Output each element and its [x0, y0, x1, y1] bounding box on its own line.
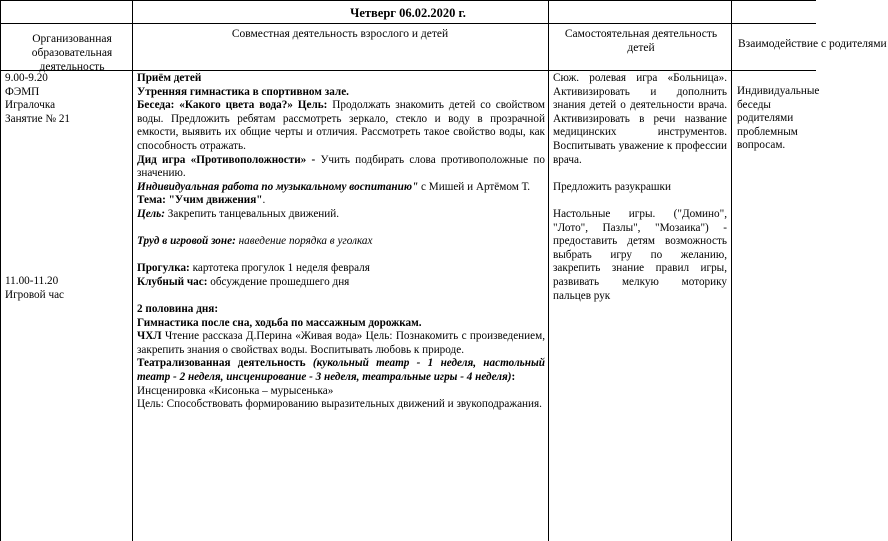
- morning-gym: Утренняя гимнастика в спортивном зале.: [137, 85, 349, 98]
- header-joint-activity: Совместная деятельность взрослого и детей: [231, 28, 449, 40]
- coloring-text: Предложить разукрашки: [553, 180, 671, 193]
- club-text: обсуждение прошедшего дня: [207, 275, 350, 288]
- theme-label: Тема: "Учим движения": [137, 194, 263, 207]
- header-parents-interaction: Взаимодействие с родителями: [738, 38, 887, 50]
- club-label: Клубный час:: [137, 275, 208, 288]
- labor-paragraph: [137, 235, 545, 249]
- individual-paragraph: [137, 181, 545, 195]
- staging-title: Инсценировка «Кисонька – мурысенька»: [137, 384, 334, 397]
- header-independent-activity: Самостоятельная деятельность детей: [564, 28, 718, 54]
- walk-paragraph: [137, 262, 545, 276]
- reading-paragraph: [137, 330, 545, 357]
- individual-text: с Мишей и Артёмом Т.: [418, 180, 531, 193]
- play-hour: Игровой час: [5, 288, 64, 301]
- time-late-morning: 11.00-11.20: [5, 275, 59, 287]
- reading-text: Чтение рассказа Д.Перина «Живая вода» Цель: Познакомить с произведением, закрепить знания о свойствах воды. Воспитывать любовь к природе.: [137, 330, 545, 356]
- theme-paragraph: [137, 194, 545, 208]
- program-name: Игралочка: [5, 99, 56, 112]
- subject-name: ФЭМП: [5, 85, 40, 98]
- header-organized-activity: Организованная образовательная деятельность: [31, 33, 113, 73]
- organized-activity-cell: [5, 72, 129, 126]
- goal-paragraph: [137, 208, 545, 222]
- after-sleep-gym: Гимнастика после сна, ходьба по массажным дорожкам.: [137, 316, 422, 329]
- column-divider-3: [731, 0, 732, 541]
- joint-activity-cell: [137, 72, 545, 412]
- staging-goal: Цель: Способствовать формированию выразительных движений и звукоподражания.: [137, 398, 542, 411]
- talk-paragraph: [137, 99, 545, 153]
- theatre-paragraph: [137, 357, 545, 384]
- roleplay-text: Сюж. ролевая игра «Больница». Активизировать и дополнить знания детей о деятельности врача. Активизировать в речи название медицинских инструментов. Воспитывать уважение к профессии врача.: [553, 72, 727, 166]
- theatre-text: (кукольный театр - 1 неделя, настольный театр - 2 неделя, инсценирование - 3 неделя, театральные игры - 4 неделя): [137, 357, 545, 384]
- table-border-top: [0, 0, 816, 1]
- didactic-text: Учить подбирать слова противоположные по значению.: [137, 153, 545, 180]
- theatre-label: Театрализованная деятельность: [137, 357, 306, 370]
- lesson-number: Занятие № 21: [5, 112, 71, 125]
- theatre-colon: :: [511, 371, 516, 384]
- labor-label: Труд в игровой зоне:: [137, 235, 236, 248]
- individual-label: Индивидуальная работа по музыкальному воспитанию": [137, 180, 419, 193]
- walk-label: Прогулка:: [137, 262, 190, 275]
- board-games-text: Настольные игры. ("Домино", "Лото", Пазлы", "Мозаика") - предоставить детям возможность выбрать игру по желанию, закрепить знание правил игры, развивать мелкую моторику пальцев рук: [553, 207, 727, 302]
- labor-text: наведение порядка в уголках: [235, 235, 373, 248]
- club-paragraph: [137, 276, 545, 290]
- table-border-left: [0, 0, 1, 541]
- walk-text: картотека прогулок 1 неделя февраля: [189, 262, 370, 275]
- goal-label: Цель:: [137, 207, 165, 220]
- independent-activity-cell: [553, 72, 727, 303]
- talk-text: Продолжать знакомить детей со свойством воды. Предложить ребятам рассмотреть зеркало, стекло и воду в прозрачной емкости, выявить их общие черты и отличия. Рассмотреть такое свойство воды, как способность отражать.: [137, 99, 545, 152]
- reading-label: ЧХЛ: [137, 330, 162, 343]
- column-divider-1: [132, 0, 133, 541]
- didactic-paragraph: [137, 154, 545, 181]
- reception-heading: Приём детей: [137, 72, 202, 84]
- parents-interaction-cell: [737, 85, 827, 153]
- didactic-label: Дид игра «Противоположности» -: [137, 153, 316, 166]
- title-row-divider: [0, 23, 816, 24]
- organized-activity-cell-2: [5, 275, 129, 302]
- page-title: Четверг 06.02.2020 г.: [350, 6, 466, 20]
- afternoon-heading: 2 половина дня:: [137, 303, 219, 316]
- theme-text: .: [262, 194, 266, 207]
- goal-text: Закрепить танцевальных движений.: [164, 207, 340, 220]
- time-morning: 9.00-9.20: [5, 72, 48, 84]
- talk-label: Беседа: «Какого цвета вода?» Цель:: [137, 99, 328, 112]
- column-divider-2: [548, 0, 549, 541]
- parents-text: Индивидуальные беседы родителями проблемным вопросам.: [737, 85, 820, 152]
